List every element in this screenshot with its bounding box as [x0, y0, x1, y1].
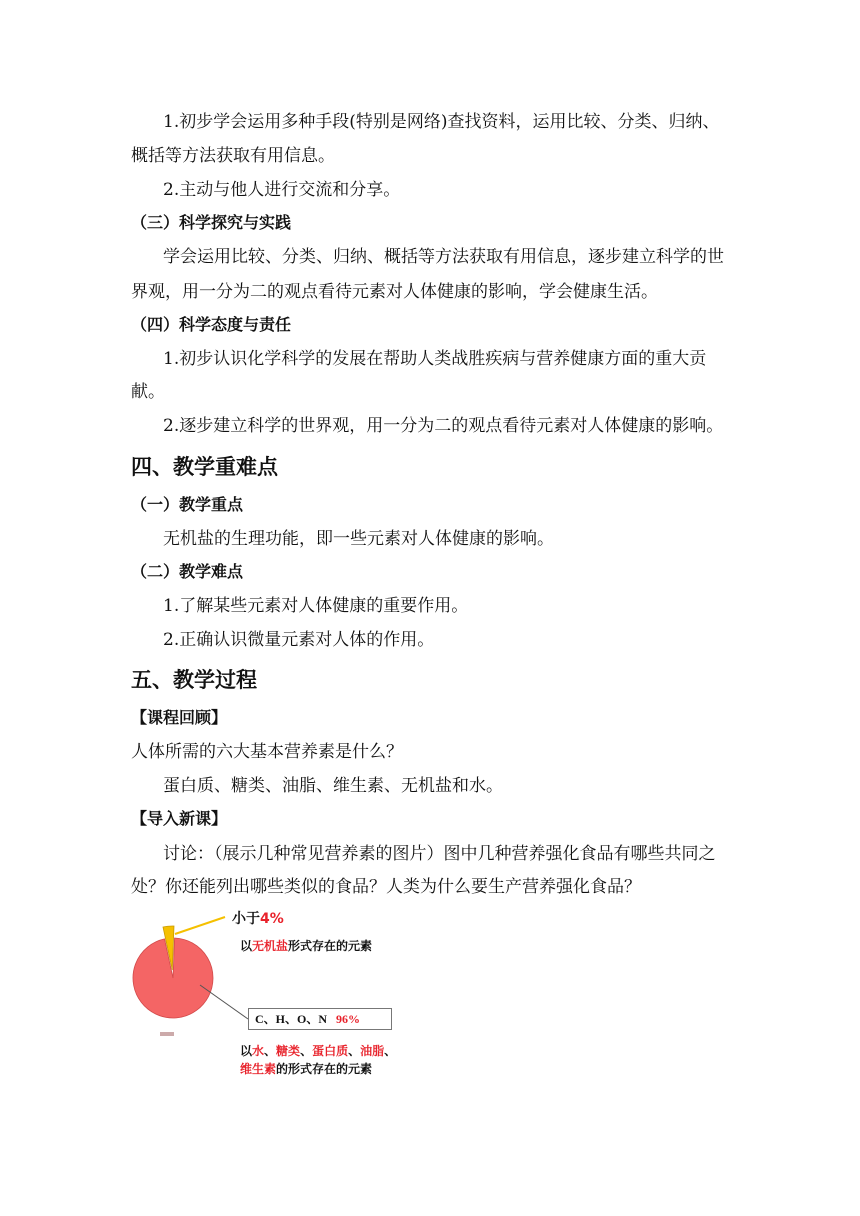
section-heading-key-points: 四、教学重难点: [131, 455, 278, 479]
subheading-course-review: 【课程回顾】: [131, 708, 228, 727]
science-inquiry-line-2: 界观，用一分为二的观点看待元素对人体健康的影响，学会健康生活。: [131, 282, 658, 302]
objective-item-1-line-2: 概括等方法获取有用信息。: [131, 146, 335, 166]
objective-item-1-line-1: 1.初步学会运用多种手段(特别是网络)查找资料，运用比较、分类、归纳、: [163, 112, 720, 132]
section-heading-teaching-process: 五、教学过程: [131, 668, 257, 692]
nutrient-form-label-line-2: 维生素的形式存在的元素: [240, 1062, 373, 1076]
attitude-item-1-line-1: 1.初步认识化学科学的发展在帮助人类战胜疾病与营养健康方面的重大贡: [163, 349, 707, 369]
subheading-difficult-point: （二）教学难点: [131, 562, 244, 581]
objective-item-2: 2.主动与他人进行交流和分享。: [163, 180, 401, 200]
attitude-item-2: 2.逐步建立科学的世界观，用一分为二的观点看待元素对人体健康的影响。: [163, 416, 724, 436]
leader-line-cho: [200, 985, 248, 1019]
leader-line-inorganic: [175, 917, 225, 934]
intro-discussion-line-1: 讨论：（展示几种常见营养素的图片）图中几种营养强化食品有哪些共同之: [163, 844, 716, 864]
science-inquiry-line-1: 学会运用比较、分类、归纳、概括等方法获取有用信息，逐步建立科学的世: [163, 247, 724, 267]
attitude-item-1-line-2: 献。: [131, 382, 165, 402]
review-answer: 蛋白质、糖类、油脂、维生素、无机盐和水。: [163, 776, 503, 796]
subheading-science-attitude: （四）科学态度与责任: [131, 315, 292, 334]
key-point-text: 无机盐的生理功能，即一些元素对人体健康的影响。: [163, 529, 554, 549]
cho-percent-box: C、H、O、N 96%: [248, 1008, 392, 1030]
intro-discussion-line-2: 处？你还能列出哪些类似的食品？人类为什么要生产营养强化食品？: [131, 877, 641, 897]
legend-swatch: [160, 1032, 174, 1036]
inorganic-salt-label: 以无机盐形式存在的元素: [240, 939, 373, 953]
element-distribution-figure: [130, 905, 430, 1085]
subheading-new-lesson-intro: 【导入新课】: [131, 809, 228, 828]
subheading-science-inquiry: （三）科学探究与实践: [131, 213, 292, 232]
subheading-key-point: （一）教学重点: [131, 495, 244, 514]
nutrient-form-label-line-1: 以水、糖类、蛋白质、油脂、: [240, 1044, 397, 1058]
review-question: 人体所需的六大基本营养素是什么？: [131, 742, 403, 762]
difficult-point-item-2: 2.正确认识微量元素对人体的作用。: [163, 630, 435, 650]
difficult-point-item-1: 1.了解某些元素对人体健康的重要作用。: [163, 596, 469, 616]
small-percent-label: 小于4%: [232, 911, 284, 927]
